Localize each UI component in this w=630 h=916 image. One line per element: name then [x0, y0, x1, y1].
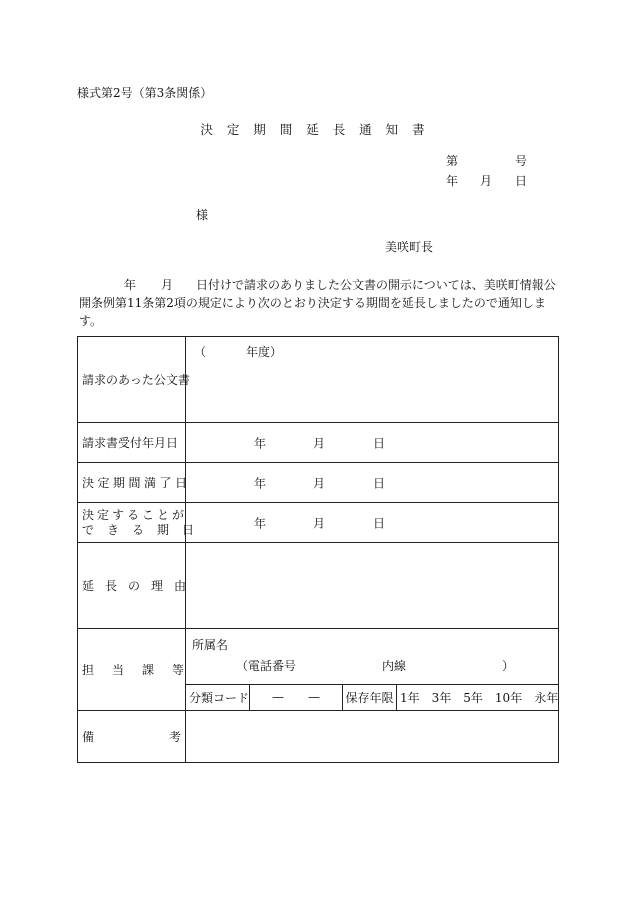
body-month: 月: [161, 278, 174, 292]
addressee-suffix: 様: [196, 208, 209, 222]
form-reference: 様式第2号（第3条関係）: [77, 86, 213, 100]
decision-date-field[interactable]: [186, 503, 559, 543]
row-received-date: [78, 423, 559, 463]
row-decision-date: [78, 503, 559, 543]
body-year: 年: [124, 278, 137, 292]
row-reason: [78, 543, 559, 628]
decision-month: 月: [313, 516, 326, 531]
row-charge: [78, 628, 559, 684]
row-requested-doc: [78, 337, 559, 423]
decision-year: 年: [254, 516, 267, 531]
reason-field[interactable]: [186, 543, 559, 628]
decision-label-line2: できる期日: [82, 522, 208, 537]
extension-label: 内線: [382, 658, 407, 673]
nendo-label: 年度）: [246, 345, 283, 359]
body-line2: 開条例第11条第2項の規定により次のとおり決定する期間を延長しましたので通知しま: [79, 296, 546, 310]
dash-2: —: [308, 690, 320, 705]
requested-doc-label: 請求のあった公文書: [78, 337, 186, 423]
remarks-field[interactable]: [186, 710, 559, 762]
number-suffix: 号: [515, 154, 528, 168]
document-title: 決 定 期 間 延 長 通 知 書: [200, 122, 430, 137]
retention-10y[interactable]: 10年: [494, 690, 523, 705]
received-date-label: 請求書受付年月日: [78, 423, 186, 463]
row-expiry-date: [78, 463, 559, 503]
remarks-label-char: 考: [168, 729, 181, 744]
issue-date-month: 月: [480, 174, 493, 188]
nendo-open-paren: （: [194, 345, 207, 359]
expiry-month: 月: [313, 476, 326, 491]
issue-date-year: 年: [446, 174, 459, 188]
body-line1: 日付けで請求のありました公文書の開示については、美咲町情報公: [196, 278, 556, 292]
decision-day: 日: [373, 516, 386, 531]
decision-date-label: [78, 503, 208, 543]
retention-1y[interactable]: 1年: [400, 690, 420, 705]
received-year: 年: [254, 436, 267, 451]
decision-label-line1: 決定することが: [82, 507, 188, 522]
issuer-name: 美咲町長: [385, 240, 434, 254]
expiry-year: 年: [254, 476, 267, 491]
remarks-label: [78, 710, 186, 762]
retention-permanent[interactable]: 永年: [534, 690, 559, 705]
received-date-field[interactable]: [186, 423, 559, 463]
retention-label: 保存年限: [343, 684, 397, 710]
issue-date-day: 日: [515, 174, 528, 188]
retention-years[interactable]: [397, 684, 559, 710]
tel-close-paren: ）: [502, 658, 515, 673]
expiry-day: 日: [373, 476, 386, 491]
body-line3: す。: [79, 314, 103, 328]
expiry-date-label: 決定期間満了日: [78, 463, 186, 503]
received-month: 月: [313, 436, 326, 451]
class-code-field[interactable]: [250, 684, 343, 710]
charge-label: 担当課等: [78, 628, 186, 710]
class-code-label: 分類コード: [186, 684, 250, 710]
dash-1: —: [272, 690, 284, 705]
expiry-date-field[interactable]: [186, 463, 559, 503]
reason-label: 延長の理由: [78, 543, 186, 628]
body-paragraph: [79, 276, 557, 330]
requested-doc-field[interactable]: [186, 337, 559, 423]
dept-label: 所属名: [192, 637, 229, 652]
remarks-label-char: 備: [82, 729, 95, 744]
notice-table: [77, 336, 559, 763]
remarks-label-text: [82, 728, 181, 745]
received-day: 日: [373, 436, 386, 451]
number-prefix: 第: [446, 154, 459, 168]
tel-label: （電話番号: [236, 658, 297, 673]
row-remarks: [78, 710, 559, 762]
retention-3y[interactable]: 3年: [431, 690, 452, 705]
dept-field[interactable]: [186, 628, 559, 684]
retention-5y[interactable]: 5年: [463, 690, 483, 705]
